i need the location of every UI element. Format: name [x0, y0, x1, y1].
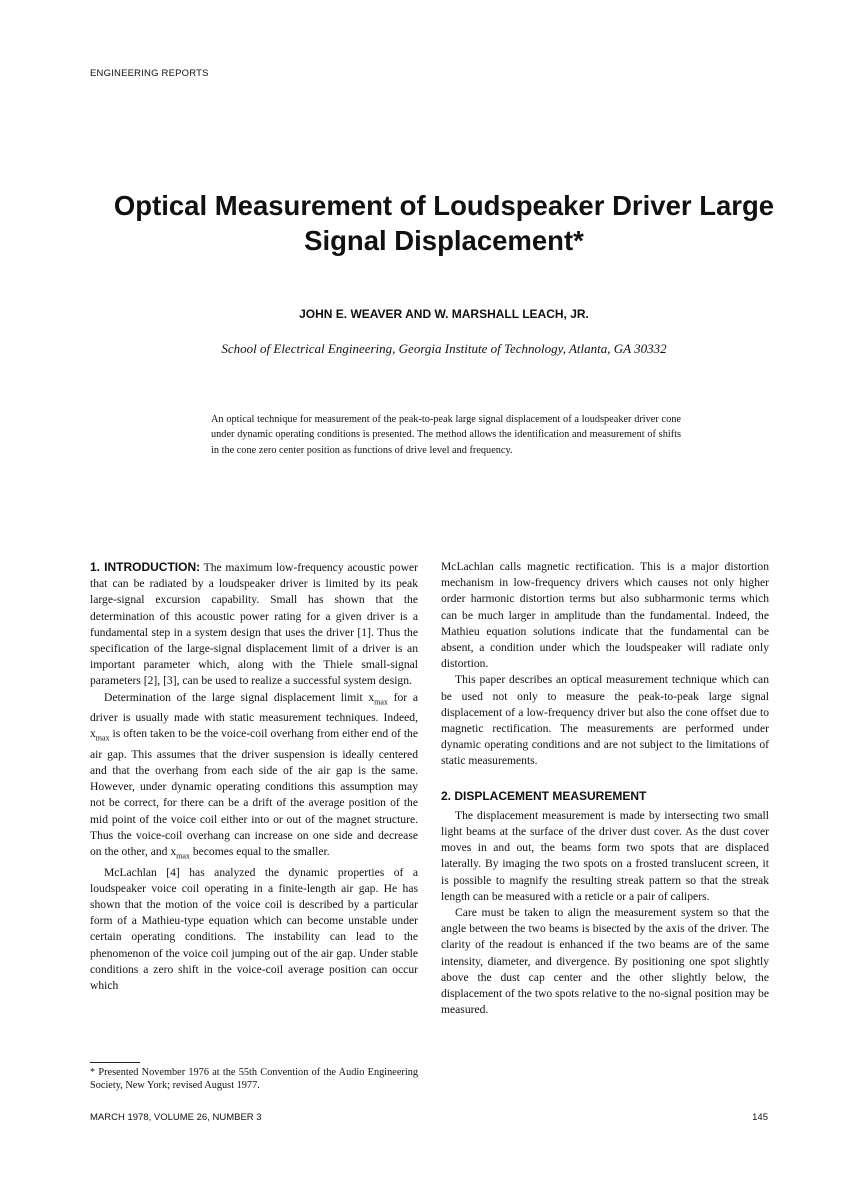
- section-2-paragraph-2: Care must be taken to align the measurement system so that the angle between the two beams is bisected by the axis of the driver. The clarity of the readout is enhanced if the two beams are of the same intensity, diameter, and divergence. By positioning one spot slightly above the dust cap center and the other slightly below, the displacement of the two spots relative to the no-signal position may be measured.: [441, 906, 769, 1017]
- right-column: [441, 559, 769, 1018]
- intro-p2-part-a: Determination of the large signal displacement limit x: [104, 690, 375, 704]
- section-2-paragraph-1: The displacement measurement is made by intersecting two small light beams at the surface of the driver dust cover. As the dust cover moves in and out, the beams form two spots that are displaced laterally. By imaging the two spots on a frosted translucent screen, it is possible to magnify the resulting streak pattern so that the streak length can be measured with a reticle or a pair of calipers.: [441, 808, 769, 903]
- title-line-1: Optical Measurement of Loudspeaker Driver Large: [113, 190, 775, 221]
- section-label: ENGINEERING REPORTS: [90, 68, 209, 79]
- intro-paragraph-2: [90, 690, 418, 865]
- page-number: 145: [752, 1112, 768, 1123]
- footnote: * Presented November 1976 at the 55th Convention of the Audio Engineering Society, New York; revised August 1977.: [90, 1067, 418, 1092]
- intro-p2-part-c: is often taken to be the voice-coil overhang from either end of the air gap. This assumes that the driver suspension is ideally centered and that the overhang from each side of the air gap is the same. However, under dynamic operating conditions this assumption may not be correct, for there can be a drift of the average position of the mid point of the voice coil either into or out of the magnet structure. Thus the voice-coil overhang can increase on one side and decrease on the other, and x: [90, 727, 418, 859]
- journal-footer: MARCH 1978, VOLUME 26, NUMBER 3: [90, 1112, 262, 1123]
- paper-title: [60, 188, 828, 258]
- title-line-2: Signal Displacement*: [304, 225, 584, 256]
- subscript-max: max: [95, 733, 110, 743]
- section-2-heading: 2. DISPLACEMENT MEASUREMENT: [441, 788, 647, 803]
- footnote-rule: [90, 1062, 140, 1063]
- intro-p2-part-d: becomes equal to the smaller.: [189, 845, 330, 859]
- affiliation: School of Electrical Engineering, Georgia Institute of Technology, Atlanta, GA 30332: [221, 341, 667, 356]
- intro-paragraph-1: [90, 559, 418, 690]
- subscript-max: max: [176, 851, 190, 861]
- intro-paragraph-5: This paper describes an optical measurement technique which can be used not only to measure the peak-to-peak large signal displacement of a low-frequency driver but also the cone offset due to magnetic rectification. The measurements are performed under dynamic operating conditions and are not subject to the limitations of static measurements.: [441, 673, 769, 768]
- section-1-heading: 1. INTRODUCTION:: [90, 560, 201, 574]
- authors: JOHN E. WEAVER AND W. MARSHALL LEACH, JR.: [299, 307, 589, 321]
- abstract: An optical technique for measurement of the peak-to-peak large signal displacement of a loudspeaker driver cone under dynamic operating conditions is presented. The method allows the identification and measurement of shifts in the cone zero center position as functions of drive level and frequency.: [211, 414, 681, 456]
- intro-paragraph-4: McLachlan calls magnetic rectification. This is a major distortion mechanism in low-frequency drivers which causes not only higher order harmonic distortion terms but also subharmonic terms which can be much larger in amplitude than the fundamental. Indeed, the Mathieu equation solutions indicate that the fundamental can be absent, a condition under which the loudspeaker will radiate only distortion.: [441, 560, 769, 671]
- intro-paragraph-3: McLachlan [4] has analyzed the dynamic properties of a loudspeaker voice coil operating in a finite-length air gap. He has shown that the motion of the voice coil is described by a particular form of a Mathieu-type equation which can become unstable under certain operating conditions. The instability can lead to the phenomenon of the voice coil jumping out of the air gap. Under stable conditions a zero shift in the voice-coil average position can occur which: [90, 865, 418, 993]
- subscript-max: max: [374, 696, 388, 706]
- intro-p1-text: The maximum low-frequency acoustic power that can be radiated by a loudspeaker driver is limited by its peak large-signal excursion capability. Small has shown that the determination of this acoustic power rating for a given driver is a fundamental step in a system design that uses the driver [1]. Thus the specification of the large-signal displacement limit of a driver is an important parameter which, along with the Thiele small-signal parameters [2], [3], can be used to realize a successful system design.: [90, 561, 418, 688]
- intro-p2-part-b: for a driver is usually made with static measurement techniques. Indeed, x: [90, 690, 418, 741]
- left-column: [90, 559, 418, 994]
